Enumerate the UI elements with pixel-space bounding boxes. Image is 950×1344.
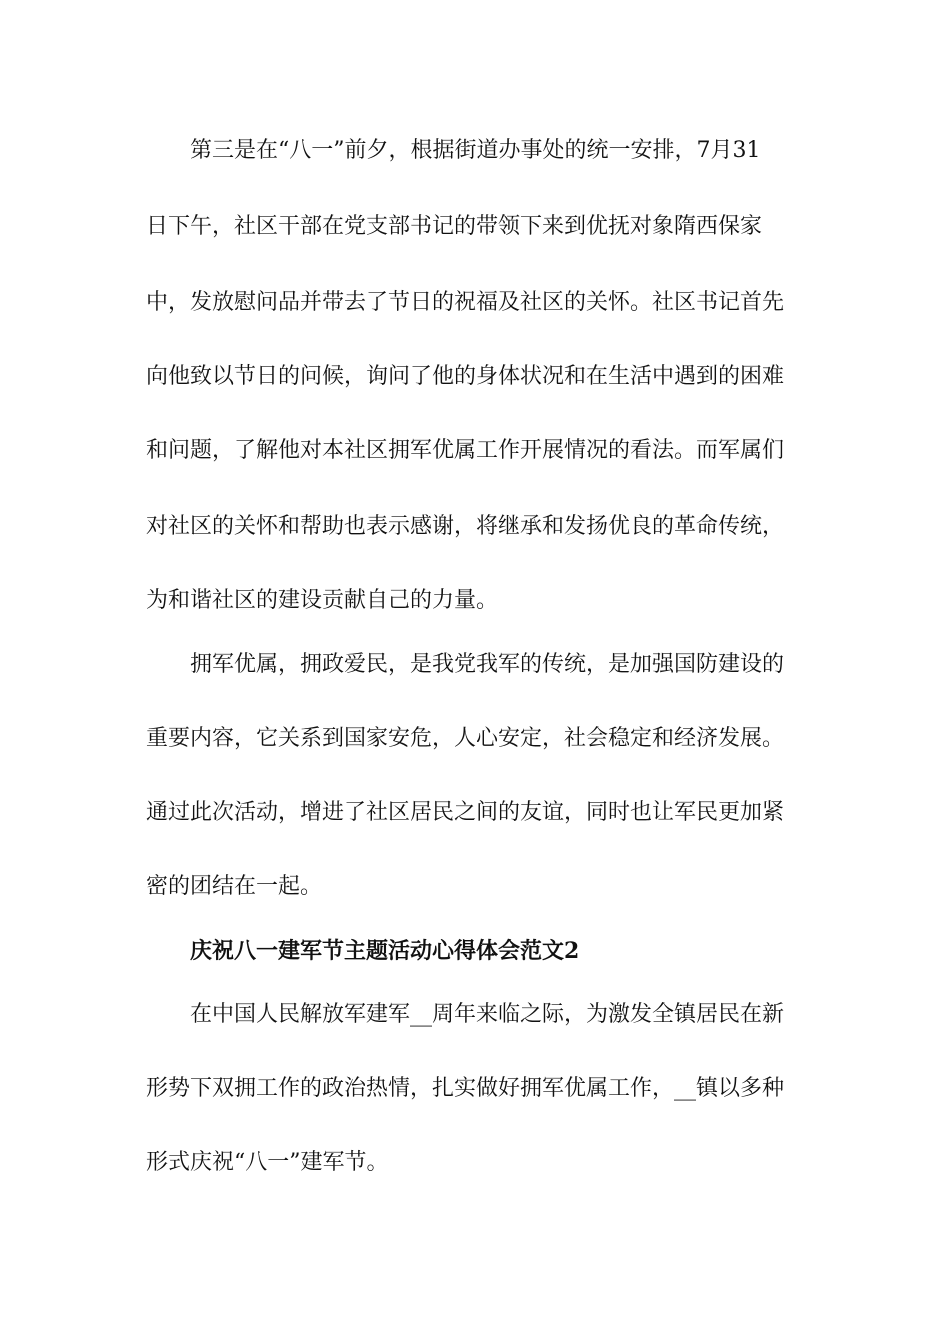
paragraph-2-line-4: 密的团结在一起。 — [146, 874, 323, 899]
paragraph-1-line-6: 对社区的关怀和帮助也表示感谢，将继承和发扬优良的革命传统， — [146, 514, 785, 539]
paragraph-2-line-2: 重要内容，它关系到国家安危，人心安定，社会稳定和经济发展。 — [146, 726, 785, 751]
paragraph-1-line-3: 中，发放慰问品并带去了节日的祝福及社区的关怀。社区书记首先 — [146, 290, 785, 315]
section-heading: 庆祝八一建军节主题活动心得体会范文2 — [190, 938, 580, 964]
paragraph-3-line-3: 形式庆祝“八一”建军节。 — [146, 1150, 389, 1175]
paragraph-1-line-5: 和问题，了解他对本社区拥军优属工作开展情况的看法。而军属们 — [146, 438, 785, 463]
paragraph-3-line-1: 在中国人民解放军建军__周年来临之际，为激发全镇居民在新 — [190, 1002, 785, 1027]
paragraph-1-line-7: 为和谐社区的建设贡献自己的力量。 — [146, 588, 499, 613]
paragraph-1-line-1: 第三是在“八一”前夕，根据街道办事处的统一安排，7月31 — [190, 138, 761, 163]
paragraph-1-line-4: 向他致以节日的问候，询问了他的身体状况和在生活中遇到的困难 — [146, 364, 785, 389]
paragraph-2-line-1: 拥军优属，拥政爱民，是我党我军的传统，是加强国防建设的 — [190, 652, 785, 677]
paragraph-1-line-2: 日下午，社区干部在党支部书记的带领下来到优抚对象隋西保家 — [146, 214, 763, 239]
paragraph-3-line-2: 形势下双拥工作的政治热情，扎实做好拥军优属工作，__镇以多种 — [146, 1076, 785, 1101]
paragraph-2-line-3: 通过此次活动，增进了社区居民之间的友谊，同时也让军民更加紧 — [146, 800, 785, 825]
